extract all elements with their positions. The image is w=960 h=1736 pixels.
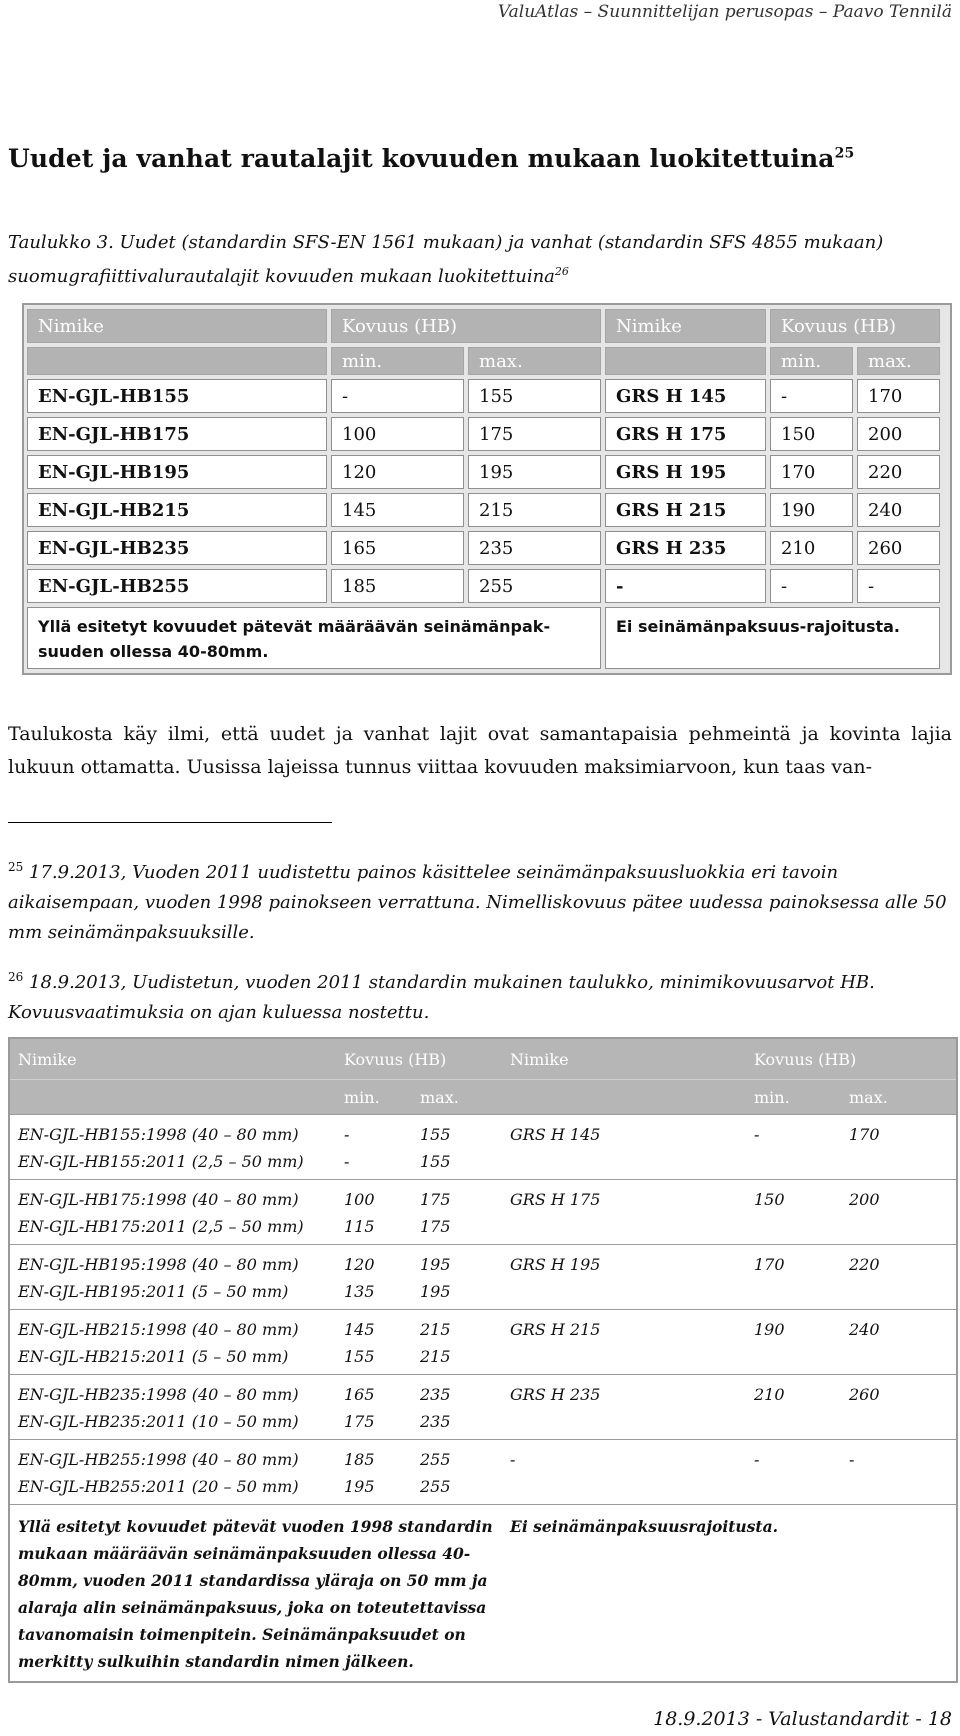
note-old-grades: Ei seinämänpaksuusrajoitusta. [510,1517,779,1536]
grade-1998: EN-GJL-HB155:1998 (40 – 80 mm) [18,1125,299,1144]
footnote-separator [8,822,332,823]
grade-1998: EN-GJL-HB255:1998 (40 – 80 mm) [18,1450,299,1469]
max-1998: 235 [420,1385,451,1404]
max-2011: 195 [420,1282,451,1301]
table-row [27,493,947,527]
max-1998: 155 [420,1125,451,1144]
note-new-grades: Yllä esitetyt kovuudet pätevät vuoden 1998 standardin mukaan määräävän seinämänpaksuuden ollessa 40-80mm, vuoden 2011 standardissa yläraja on 50 mm ja alaraja alin seinämänpaksuus, joka on toteutettavissa tavanomaisin toimenpitein. Seinämänpaksuudet on merkitty sulkuihin standardin nimen jälkeen. [18,1517,493,1671]
cell-old-min: - [770,379,853,413]
min-2011: 135 [344,1282,375,1301]
header-hardness-old: Kovuus (HB) [770,309,940,343]
grade-2011: EN-GJL-HB235:2011 (10 – 50 mm) [18,1412,299,1431]
table-header-row [27,309,947,343]
cell-min: 145 [331,493,464,527]
cell-min: 120 [331,455,464,489]
old-grade: GRS H 175 [510,1190,601,1209]
cell-old-min: 170 [770,455,853,489]
cell-old-name: GRS H 235 [605,531,766,565]
min-1998: 165 [344,1385,375,1404]
header-min-old: min. [770,347,853,375]
header-hardness-old: Kovuus (HB) [754,1049,857,1069]
cell-min: 185 [331,569,464,603]
header-min-old: min. [754,1087,790,1107]
table-row [10,1439,956,1504]
min-1998: 145 [344,1320,375,1339]
header-min: min. [331,347,464,375]
old-max: 220 [849,1255,880,1274]
grade-2011: EN-GJL-HB175:2011 (2,5 – 50 mm) [18,1217,304,1236]
grade-1998: EN-GJL-HB235:1998 (40 – 80 mm) [18,1385,299,1404]
cell-old-min: - [770,569,853,603]
table-row [27,417,947,451]
max-1998: 175 [420,1190,451,1209]
table-row [10,1374,956,1439]
min-1998: 185 [344,1450,375,1469]
header-max-old: max. [857,347,940,375]
table-row [10,1309,956,1374]
grade-1998: EN-GJL-HB175:1998 (40 – 80 mm) [18,1190,299,1209]
cell-old-min: 190 [770,493,853,527]
cell-min: 100 [331,417,464,451]
cell-name: EN-GJL-HB235 [27,531,327,565]
cell-old-name: GRS H 215 [605,493,766,527]
cell-old-max: - [857,569,940,603]
old-grade: - [510,1450,516,1469]
max-2011: 215 [420,1347,451,1366]
cell-name: EN-GJL-HB155 [27,379,327,413]
page-footer: 18.9.2013 - Valustandardit - 18 [653,1708,952,1730]
grade-1998: EN-GJL-HB215:1998 (40 – 80 mm) [18,1320,299,1339]
cell-max: 215 [468,493,601,527]
old-min: 150 [754,1190,785,1209]
min-2011: 115 [344,1217,375,1236]
max-1998: 255 [420,1450,451,1469]
cell-max: 255 [468,569,601,603]
cell-name: EN-GJL-HB175 [27,417,327,451]
cell-max: 235 [468,531,601,565]
hardness-table-2 [8,1037,958,1683]
cell-max: 175 [468,417,601,451]
cell-max: 195 [468,455,601,489]
cell-old-min: 210 [770,531,853,565]
max-2011: 235 [420,1412,451,1431]
old-grade: GRS H 145 [510,1125,601,1144]
header-empty-old [502,1080,746,1114]
min-2011: 195 [344,1477,375,1496]
header-max-old: max. [849,1087,888,1107]
cell-max: 155 [468,379,601,413]
cell-old-name: GRS H 175 [605,417,766,451]
old-max: 240 [849,1320,880,1339]
note-old-grades: Ei seinämänpaksuus-rajoitusta. [605,607,940,669]
max-2011: 155 [420,1152,451,1171]
max-2011: 255 [420,1477,451,1496]
table-header [10,1039,956,1114]
old-max: 170 [849,1125,880,1144]
footnote-26: $^{26}$ 18.9.2013, Uudistetun, vuoden 2011 standardin mukainen taulukko, minimikovuusarvot HB. Kovuusvaatimuksia on ajan kuluessa nostettu. [8,970,875,1023]
cell-min: - [331,379,464,413]
max-1998: 215 [420,1320,451,1339]
table-row [10,1179,956,1244]
min-2011: 175 [344,1412,375,1431]
cell-name: EN-GJL-HB255 [27,569,327,603]
header-empty [10,1080,336,1114]
header-empty-old [605,347,766,375]
min-1998: - [344,1125,350,1144]
old-min: - [754,1125,760,1144]
body-paragraph: Taulukosta käy ilmi, että uudet ja vanhat lajit ovat samantapaisia pehmeintä ja kovinta lajia lukuun ottamatta. Uusissa lajeissa tunnus viittaa kovuuden maksimiarvoon, kun taas van- [8,723,952,778]
old-grade: GRS H 195 [510,1255,601,1274]
table-row [27,531,947,565]
note-new-grades: Yllä esitetyt kovuudet pätevät määräävän seinämänpak-suuden ollessa 40-80mm. [27,607,601,669]
old-grade: GRS H 215 [510,1320,601,1339]
header-name: Nimike [18,1049,77,1069]
old-min: - [754,1450,760,1469]
min-1998: 120 [344,1255,375,1274]
old-max: - [849,1450,855,1469]
page-title: Uudet ja vanhat rautalajit kovuuden mukaan luokitettuina$^{25}$ [8,144,855,173]
header-name-old: Nimike [510,1049,569,1069]
grade-2011: EN-GJL-HB155:2011 (2,5 – 50 mm) [18,1152,304,1171]
running-header: ValuAtlas – Suunnittelijan perusopas – Paavo Tennilä [497,2,952,22]
max-1998: 195 [420,1255,451,1274]
table-note-row [27,607,947,669]
grade-1998: EN-GJL-HB195:1998 (40 – 80 mm) [18,1255,299,1274]
cell-old-max: 170 [857,379,940,413]
header-max: max. [468,347,601,375]
old-min: 170 [754,1255,785,1274]
header-hardness: Kovuus (HB) [344,1049,447,1069]
table-subheader-row [27,347,947,375]
cell-name: EN-GJL-HB215 [27,493,327,527]
min-2011: 155 [344,1347,375,1366]
cell-old-max: 200 [857,417,940,451]
grade-2011: EN-GJL-HB255:2011 (20 – 50 mm) [18,1477,299,1496]
table-row [10,1114,956,1179]
table-caption: Taulukko 3. Uudet (standardin SFS-EN 1561 mukaan) ja vanhat (standardin SFS 4855 mukaan) suomugrafiittivalurautalajit kovuuden mukaan luokitettuina$^{26}$ [8,232,884,287]
table-note-row [10,1504,956,1681]
header-name-old: Nimike [605,309,766,343]
cell-old-max: 240 [857,493,940,527]
cell-old-name: - [605,569,766,603]
footnote-25: $^{25}$ 17.9.2013, Vuoden 2011 uudistettu painos käsittelee seinämänpaksuusluokkia eri tavoin aikaisempaan, vuoden 1998 painokseen verrattuna. Nimelliskovuus pätee uudessa painoksessa alle 50 mm seinämänpaksuuksille. [8,860,947,943]
table-row [27,455,947,489]
table-row [27,379,947,413]
old-min: 210 [754,1385,785,1404]
old-max: 260 [849,1385,880,1404]
cell-old-name: GRS H 145 [605,379,766,413]
grade-2011: EN-GJL-HB195:2011 (5 – 50 mm) [18,1282,289,1301]
cell-old-min: 150 [770,417,853,451]
hardness-table-1 [22,303,952,675]
cell-old-max: 220 [857,455,940,489]
header-min: min. [344,1087,380,1107]
old-grade: GRS H 235 [510,1385,601,1404]
header-empty [27,347,327,375]
cell-old-name: GRS H 195 [605,455,766,489]
header-hardness: Kovuus (HB) [331,309,601,343]
cell-old-max: 260 [857,531,940,565]
header-max: max. [420,1087,459,1107]
min-2011: - [344,1152,350,1171]
cell-name: EN-GJL-HB195 [27,455,327,489]
table-row [27,569,947,603]
table-row [10,1244,956,1309]
min-1998: 100 [344,1190,375,1209]
cell-min: 165 [331,531,464,565]
old-min: 190 [754,1320,785,1339]
old-max: 200 [849,1190,880,1209]
grade-2011: EN-GJL-HB215:2011 (5 – 50 mm) [18,1347,289,1366]
max-2011: 175 [420,1217,451,1236]
header-name: Nimike [27,309,327,343]
